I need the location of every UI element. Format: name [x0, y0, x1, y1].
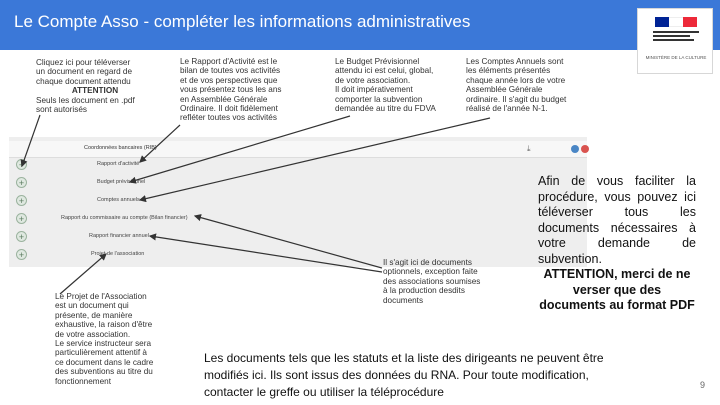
- annotation-upload: Cliquez ici pour téléverser un document en regard de chaque document attendu ATTENTION Seuls les document en .pdf sont autorisés: [36, 58, 154, 114]
- annotation-budget: Le Budget Prévisionnel attendu ici est celui, global, de votre association. Il doit impérativement comporter la subvention demandée au titre du FDVA: [335, 57, 436, 114]
- add-document-icon[interactable]: +: [16, 231, 27, 242]
- annotation-optionnels: Il s'agit ici de documents optionnels, exception faite des associations soumises à la production desdits documents: [383, 258, 481, 305]
- side-warning: ATTENTION, merci de ne verser que des documents au format PDF: [539, 267, 695, 312]
- arrow-comptes: [140, 118, 490, 200]
- add-document-icon[interactable]: +: [16, 177, 27, 188]
- annotation-rapport: Le Rapport d'Activité est le bilan de toutes vos activités et de vos perspectives que vous présentez tous les ans en Assemblée Générale Ordinaire. Il doit fidèlement refléter toutes vos activités: [180, 57, 282, 123]
- document-label: Rapport d'activité: [97, 161, 140, 167]
- annotation-projet: Le Projet de l'Association est un document qui présente, de manière exhaustive, la raison d'être de votre association. Le service instructeur sera particulièrement attentif à ce document dans le cadre des subventions au titre du fonctionnement: [55, 292, 154, 386]
- bottom-note: Les documents tels que les statuts et la liste des dirigeants ne peuvent être modifiés ici. Ils sont issus des données du RNA. Pour toute modification, contacter le greffe ou utiliser la téléprocédure: [204, 351, 604, 399]
- annotation-upload-warning: ATTENTION: [71, 86, 119, 96]
- add-document-icon[interactable]: +: [16, 249, 27, 260]
- add-document-icon[interactable]: +: [16, 213, 27, 224]
- add-document-icon[interactable]: +: [16, 195, 27, 206]
- add-document-icon[interactable]: +: [16, 159, 27, 170]
- slide-title: Le Compte Asso - compléter les informations administratives: [14, 12, 471, 31]
- document-label: Comptes annuels: [97, 197, 140, 203]
- document-label: Rapport du commissaire au compte (Bilan financier): [61, 215, 188, 221]
- logo-caption: MINISTÈRE DE LA CULTURE: [645, 55, 707, 60]
- arrow-projet: [60, 254, 106, 294]
- arrow-budget: [130, 116, 350, 182]
- side-intro: Afin de vous faciliter la procédure, vous pouvez ici téléverser tous les documents nécessaires à votre demande de subvention.: [538, 174, 696, 266]
- arrow-upload: [22, 115, 40, 166]
- download-icon[interactable]: ⤓: [527, 144, 531, 153]
- rib-label: Coordonnées bancaires (RIB): [84, 145, 157, 151]
- arrow-rapport: [140, 125, 180, 162]
- side-text: [538, 174, 696, 314]
- arrow-optionnels-1: [195, 216, 382, 268]
- document-label: Budget prévisionnel: [97, 179, 146, 185]
- document-label: Projet de l'association: [91, 251, 145, 257]
- annotation-comptes: Les Comptes Annuels sont les éléments présentés chaque année lors de votre Assemblée Générale ordinaire. Il s'agit du budget réalisé de l'année N-1.: [466, 57, 567, 114]
- arrow-optionnels-2: [150, 236, 382, 272]
- document-label: Rapport financier annuel: [89, 233, 149, 239]
- page-number: 9: [700, 380, 706, 390]
